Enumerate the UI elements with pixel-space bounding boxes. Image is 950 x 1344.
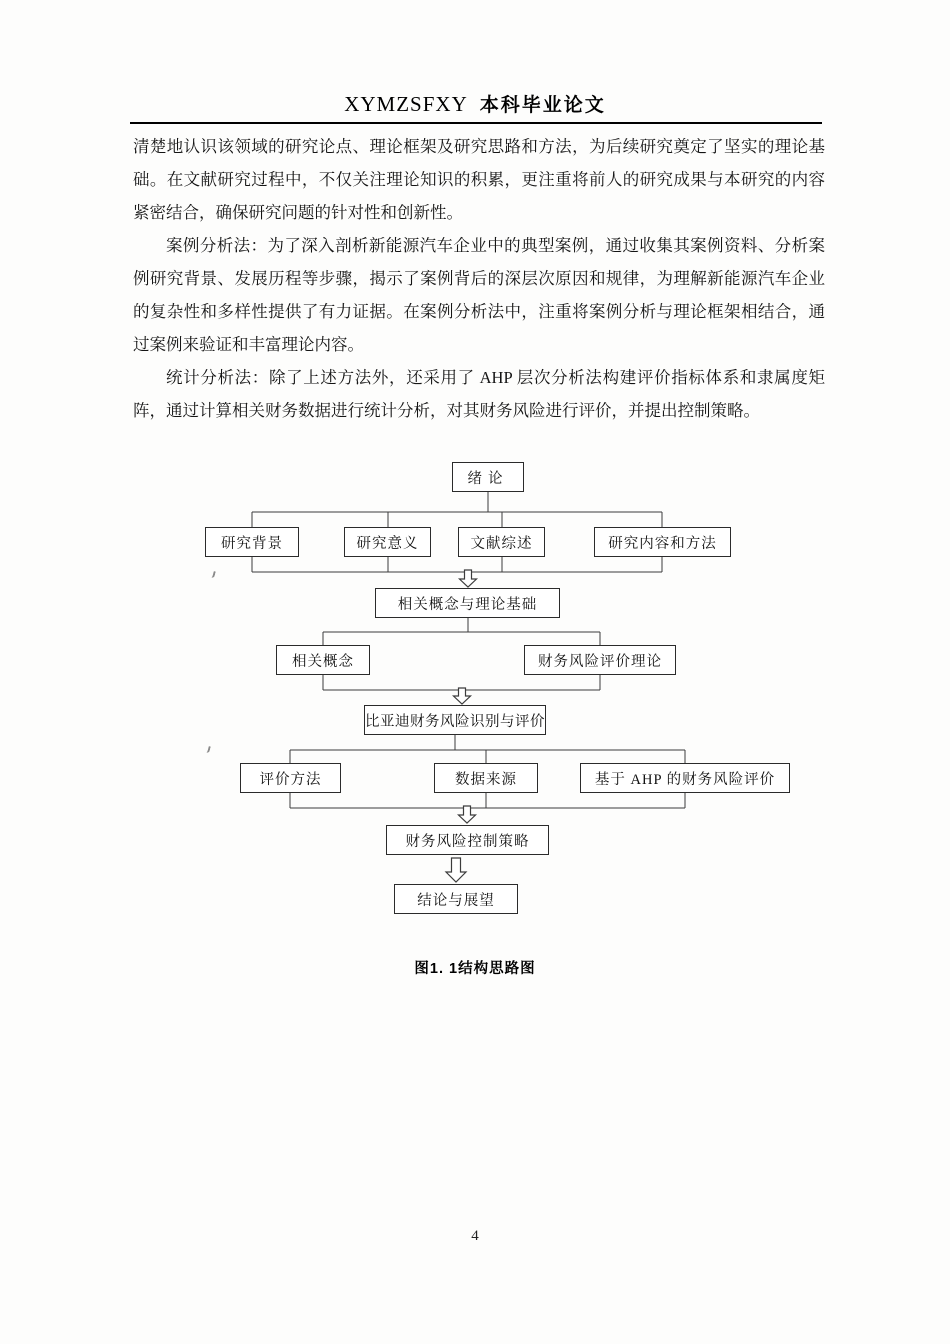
flowchart-node-financial-risk-theory: 财务风险评价理论 [524,645,676,675]
down-arrow-icon [459,806,476,823]
down-arrow-icon [454,688,471,704]
connector-row4-to-byd [323,675,600,690]
body-text [133,130,825,427]
flowchart-node-risk-control-strategy: 财务风险控制策略 [386,825,549,855]
connector-intro-to-row2 [252,492,662,527]
page-number: 4 [471,1228,479,1244]
flowchart-node-conclusion-outlook: 结论与展望 [394,884,518,914]
down-arrow-icon [446,858,466,882]
flowchart-node-research-significance: 研究意义 [344,527,431,557]
flowchart-node-evaluation-method: 评价方法 [240,763,341,793]
figure-caption: 图1. 1结构思路图 [414,961,536,977]
flowchart-node-introduction: 绪论 [452,462,524,492]
connector-row2-to-concepts-theory [252,557,662,572]
header-school-code: XYMZSFXY [344,92,468,116]
flowchart-node-concepts-theory: 相关概念与理论基础 [375,588,560,618]
flowchart-node-research-content-method: 研究内容和方法 [594,527,731,557]
flowchart-node-data-source: 数据来源 [434,763,538,793]
paragraph-case-analysis: 案例分析法：为了深入剖析新能源汽车企业中的典型案例，通过收集其案例资料、分析案例研究背景、发展历程等步骤，揭示了案例背后的深层次原因和规律，为理解新能源汽车企业的复杂性和多样性提供了有力证据。在案例分析法中，注重将案例分析与理论框架相结合，通过案例来验证和丰富理论内容。 [133,236,825,354]
scan-artifact [206,746,211,754]
paragraph-theory-basis: 清楚地认识该领域的研究论点、理论框架及研究思路和方法，为后续研究奠定了坚实的理论基础。在文献研究过程中，不仅关注理论知识的积累，更注重将前人的研究成果与本研究的内容紧密结合，确保研究问题的针对性和创新性。 [133,137,825,222]
header-divider [130,122,822,124]
flowchart-node-research-background: 研究背景 [205,527,299,557]
flowchart-node-byd-risk-evaluation: 比亚迪财务风险识别与评价 [364,705,546,735]
connector-concepts-theory-to-row4 [323,618,600,645]
scan-artifact [211,571,216,579]
paragraph-statistical-analysis: 统计分析法：除了上述方法外，还采用了 AHP 层次分析法构建评价指标体系和隶属度矩阵，通过计算相关财务数据进行统计分析，对其财务风险进行评价，并提出控制策略。 [133,368,825,420]
page-header [0,90,950,117]
flowchart-node-literature-review: 文献综述 [458,527,545,557]
down-arrow-icon [460,570,477,587]
flowchart-node-related-concepts: 相关概念 [276,645,370,675]
connector-row6-to-control [290,793,685,808]
connector-byd-to-row6 [290,735,685,763]
header-thesis-title: 本科毕业论文 [479,95,606,116]
flowchart-node-ahp-evaluation: 基于 AHP 的财务风险评价 [580,763,790,793]
